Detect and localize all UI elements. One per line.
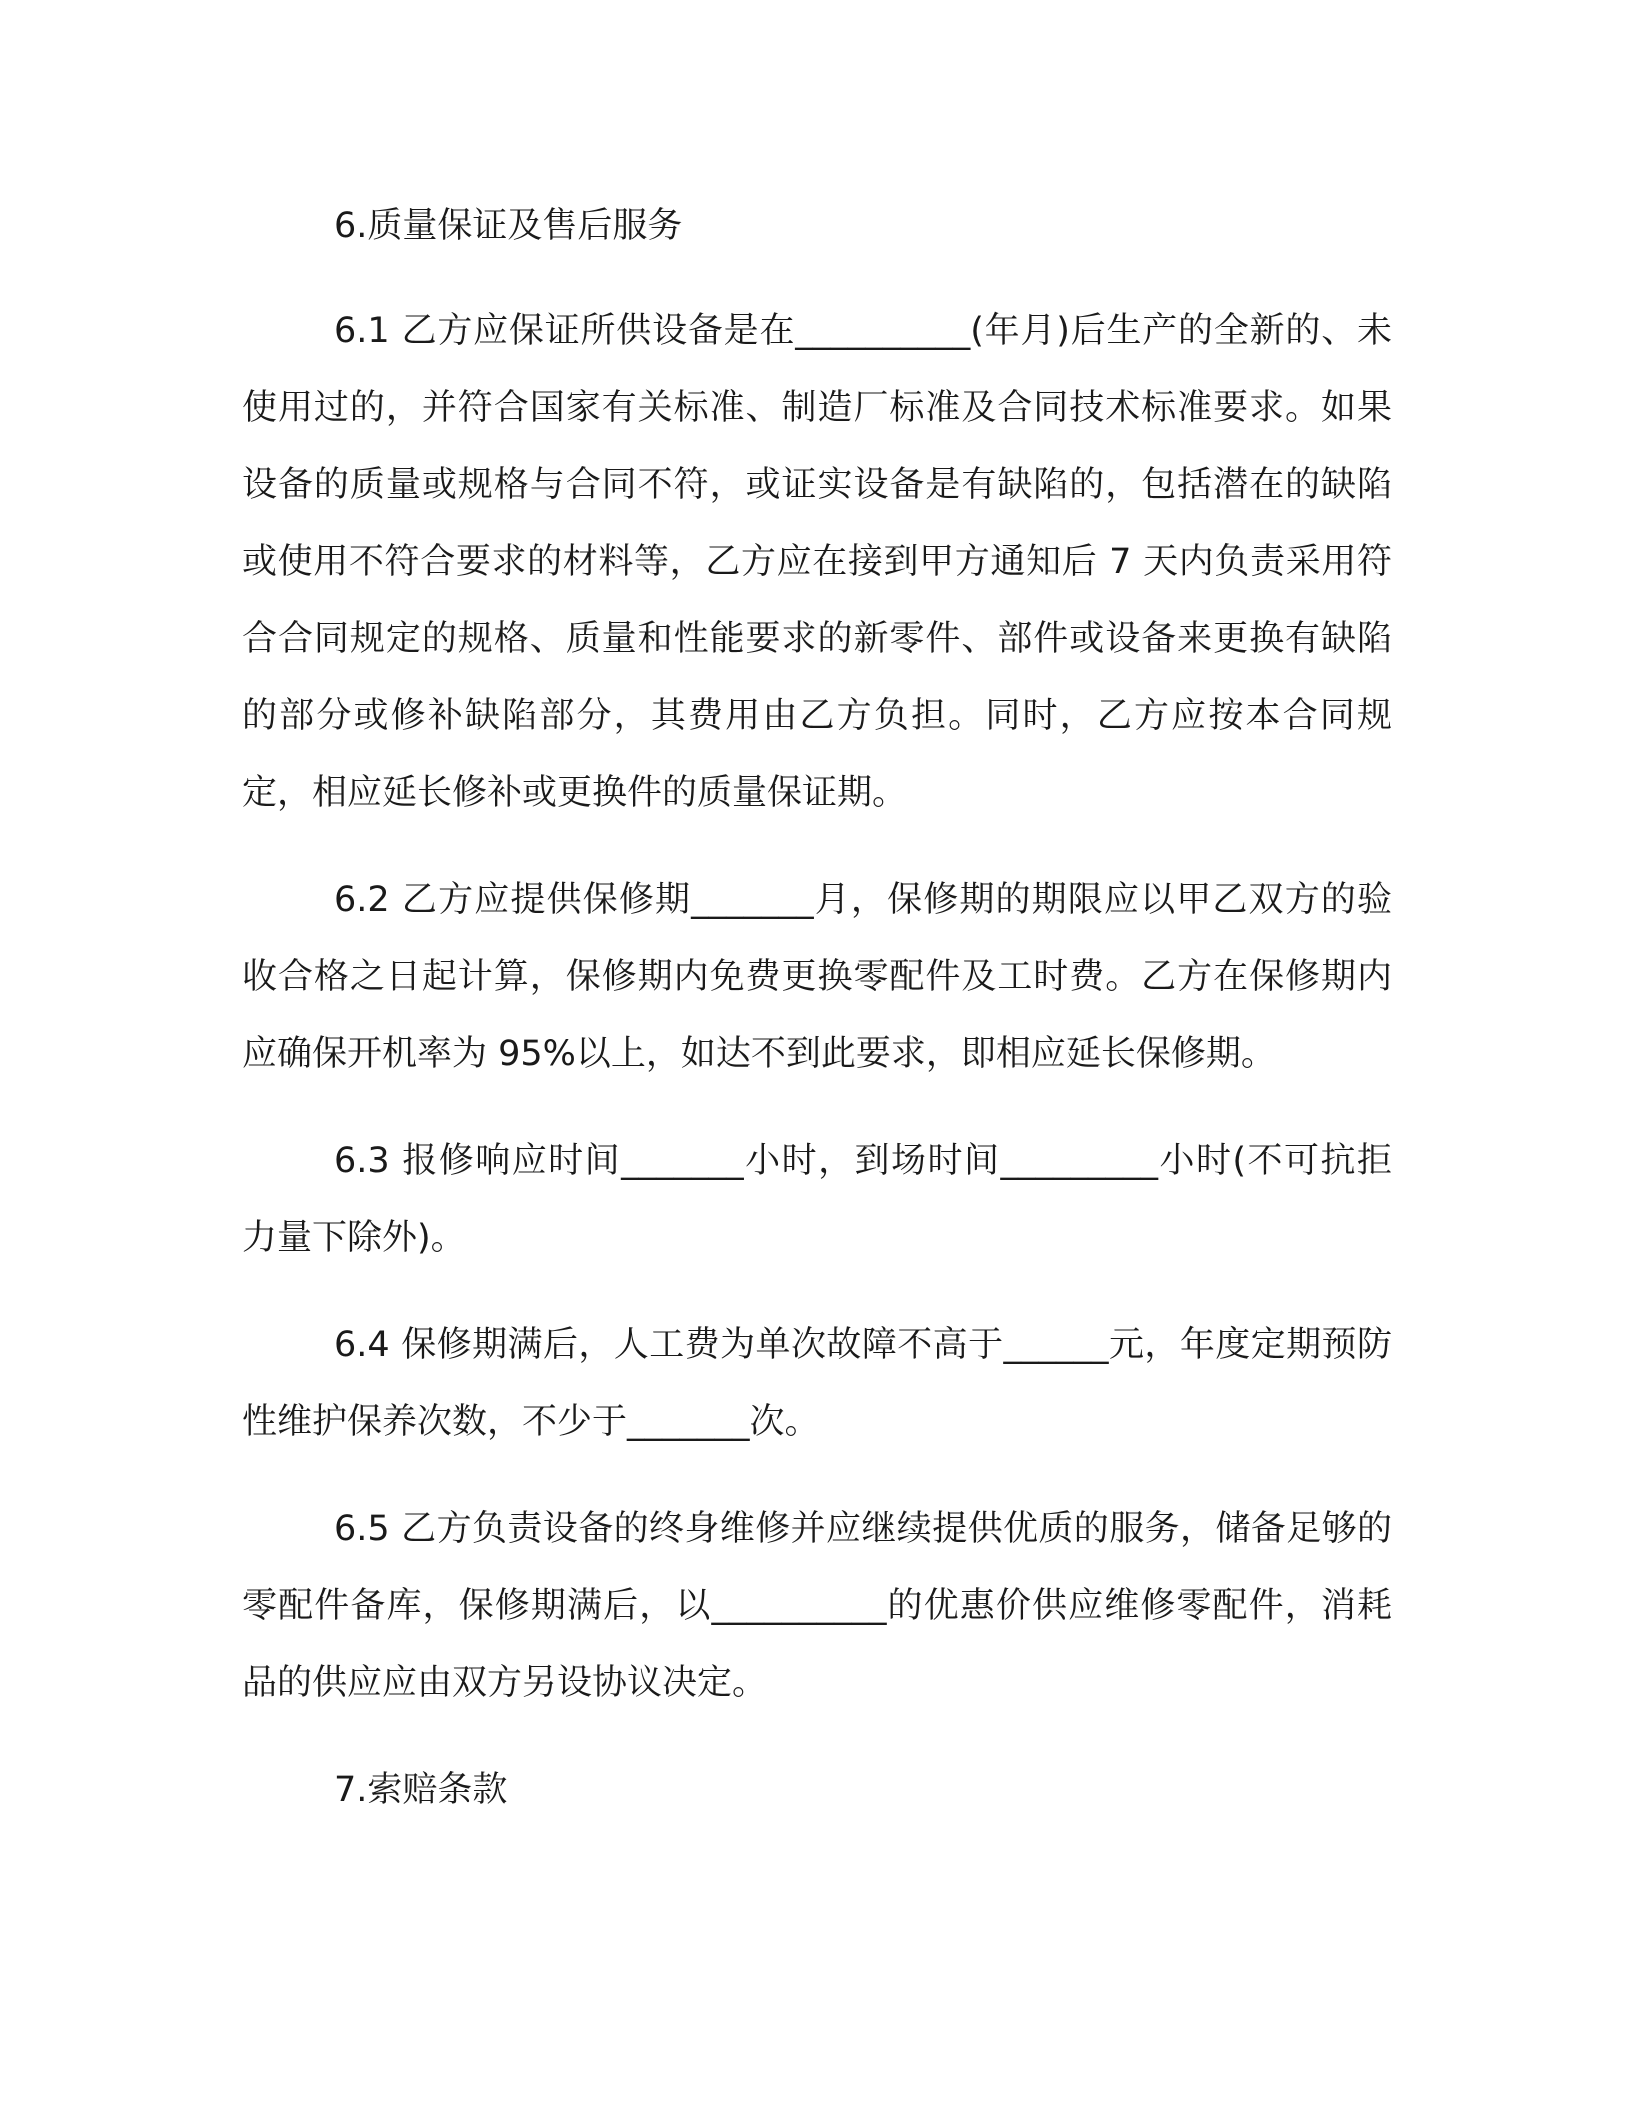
document-page — [242, 188, 1392, 1829]
clause-6-3: 6.3 报修响应时间_______小时，到场时间_________小时(不可抗拒力量下除外)。 — [242, 1141, 1392, 1258]
spacer — [242, 832, 1392, 862]
clause-6-1: 6.1 乙方应保证所供设备是在__________(年月)后生产的全新的、未使用过的，并符合国家有关标准、制造厂标准及合同技术标准要求。如果设备的质量或规格与合同不符，或证实设备是有缺陷的，包括潜在的缺陷或使用不符合要求的材料等，乙方应在接到甲方通知后 7 天内负责采用符合合同规定的规格、质量和性能要求的新零件、部件或设备来更换有缺陷的部分或修补缺陷部分，其费用由乙方负担。同时，乙方应按本合同规定，相应延长修补或更换件的质量保证期。 — [242, 311, 1392, 813]
spacer — [242, 1461, 1392, 1491]
section-heading-6: 6.质量保证及售后服务 — [334, 206, 683, 246]
spacer — [242, 265, 1392, 293]
spacer — [242, 1277, 1392, 1307]
section-heading-7: 7.索赔条款 — [334, 1770, 508, 1810]
clause-6-4: 6.4 保修期满后，人工费为单次故障不高于______元，年度定期预防性维护保养次数，不少于_______次。 — [242, 1325, 1392, 1442]
spacer — [242, 1093, 1392, 1123]
clause-6-2: 6.2 乙方应提供保修期_______月，保修期的期限应以甲乙双方的验收合格之日起计算，保修期内免费更换零配件及工时费。乙方在保修期内应确保开机率为 95%以上，如达不到此要求，即相应延长保修期。 — [242, 880, 1392, 1074]
spacer — [242, 1722, 1392, 1752]
clause-6-5: 6.5 乙方负责设备的终身维修并应继续提供优质的服务，储备足够的零配件备库，保修期满后，以__________的优惠价供应维修零配件，消耗品的供应应由双方另设协议决定。 — [242, 1509, 1392, 1703]
